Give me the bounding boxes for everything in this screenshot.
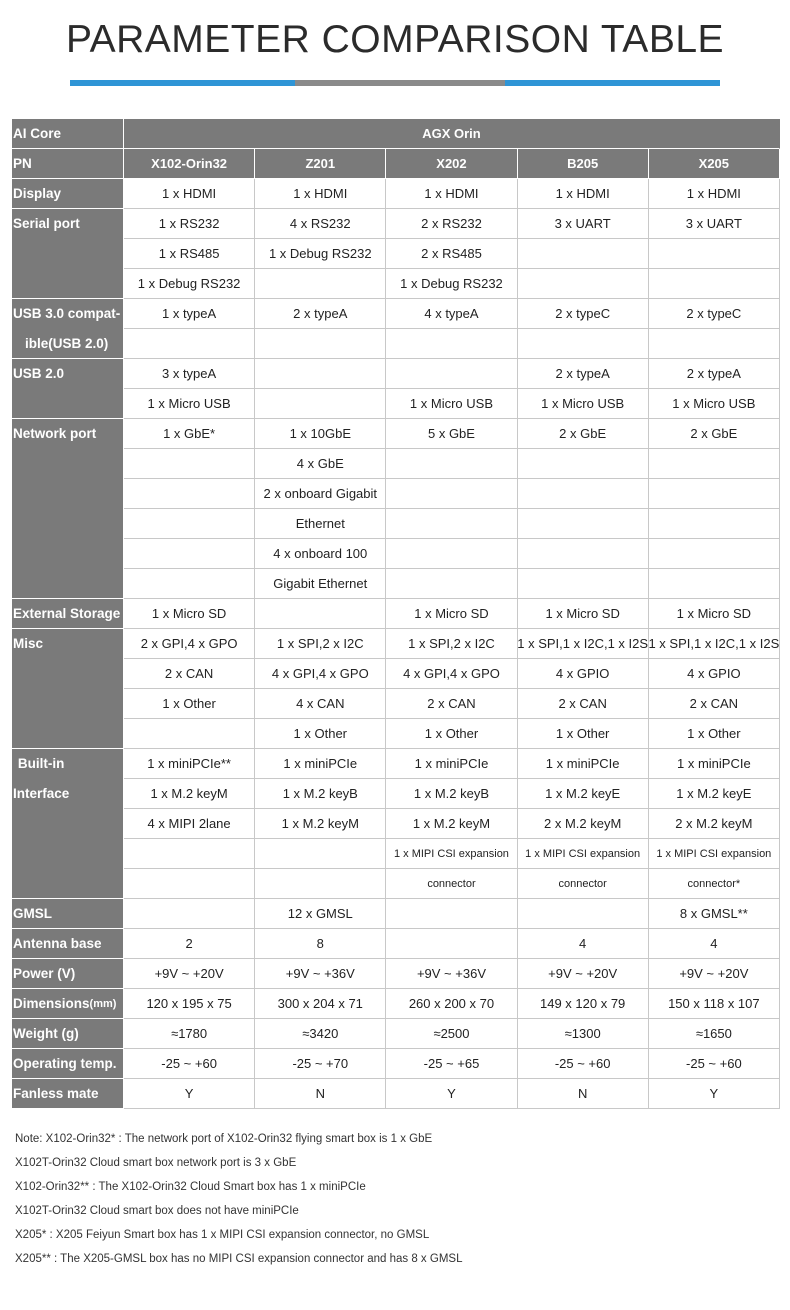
table-cell (386, 899, 517, 929)
table-cell: 2 x typeC (649, 299, 780, 329)
table-cell: 2 x CAN (386, 689, 517, 719)
table-cell: 2 x CAN (518, 689, 649, 719)
table-cell: 4 x typeA (386, 299, 517, 329)
table-cell (124, 539, 255, 569)
table-cell (386, 569, 517, 599)
table-cell (255, 839, 386, 869)
model-header: X102-Orin32 (124, 149, 255, 179)
table-cell (386, 929, 517, 959)
table-cell: 1 x typeA (124, 299, 255, 329)
table-cell: +9V ~ +36V (255, 959, 386, 989)
footnote-line: X205* : X205 Feiyun Smart box has 1 x MIPI CSI expansion connector, no GMSL (15, 1229, 430, 1241)
ai-core-value: AGX Orin (124, 119, 780, 149)
table-cell: 1 x M.2 keyM (386, 809, 517, 839)
title-underline-left (70, 80, 295, 86)
table-cell: -25 ~ +60 (124, 1049, 255, 1079)
table-cell: ≈2500 (386, 1019, 517, 1049)
table-cell: 1 x Other (649, 719, 780, 749)
table-cell: 1 x GbE* (124, 419, 255, 449)
table-cell: 4 x GPI,4 x GPO (386, 659, 517, 689)
table-cell (124, 719, 255, 749)
table-cell (518, 479, 649, 509)
table-cell: 2 x typeA (255, 299, 386, 329)
table-cell: 2 x GbE (649, 419, 780, 449)
page-title: PARAMETER COMPARISON TABLE (65, 18, 725, 61)
row-label: Operating temp. (12, 1049, 124, 1079)
model-header: Z201 (255, 149, 386, 179)
table-cell: 2 x GbE (518, 419, 649, 449)
table-cell (124, 569, 255, 599)
table-cell (518, 509, 649, 539)
table-cell (649, 569, 780, 599)
table-cell: ≈3420 (255, 1019, 386, 1049)
row-label: USB 2.0 (12, 359, 124, 419)
table-cell (124, 869, 255, 899)
table-cell: 1 x Debug RS232 (124, 269, 255, 299)
table-cell: 1 x M.2 keyE (518, 779, 649, 809)
table-cell: 4 x GPI,4 x GPO (255, 659, 386, 689)
row-label: Fanless mate (12, 1079, 124, 1109)
table-cell: 1 x miniPCIe (649, 749, 780, 779)
table-cell: 4 x CAN (255, 689, 386, 719)
table-cell: 2 x M.2 keyM (518, 809, 649, 839)
table-cell: 1 x miniPCIe (255, 749, 386, 779)
table-cell (255, 869, 386, 899)
row-label: Antenna base (12, 929, 124, 959)
table-cell: Y (124, 1079, 255, 1109)
table-cell (124, 449, 255, 479)
row-label-ai-core: AI Core (12, 119, 124, 149)
table-cell: +9V ~ +20V (518, 959, 649, 989)
table-cell: 1 x HDMI (255, 179, 386, 209)
table-cell: 3 x UART (518, 209, 649, 239)
table-cell (386, 509, 517, 539)
table-cell: 1 x Micro SD (518, 599, 649, 629)
row-label: Serial port (12, 209, 124, 299)
table-cell: Ethernet (255, 509, 386, 539)
table-cell: 2 x onboard Gigabit (255, 479, 386, 509)
table-cell: 4 x GPIO (518, 659, 649, 689)
table-cell: N (255, 1079, 386, 1109)
table-cell: 1 x M.2 keyM (255, 809, 386, 839)
table-cell: +9V ~ +36V (386, 959, 517, 989)
table-cell: 1 x miniPCIe (386, 749, 517, 779)
table-cell: connector (518, 869, 649, 899)
table-cell: 8 (255, 929, 386, 959)
table-cell: 1 x HDMI (518, 179, 649, 209)
table-cell: 149 x 120 x 79 (518, 989, 649, 1019)
table-cell: 1 x HDMI (386, 179, 517, 209)
table-cell: 1 x Micro USB (518, 389, 649, 419)
table-cell: Gigabit Ethernet (255, 569, 386, 599)
table-cell: 2 x CAN (124, 659, 255, 689)
table-cell: 1 x M.2 keyB (386, 779, 517, 809)
table-cell: 2 x M.2 keyM (649, 809, 780, 839)
row-label: Weight (g) (12, 1019, 124, 1049)
table-cell: +9V ~ +20V (124, 959, 255, 989)
footnote-line: X205** : The X205-GMSL box has no MIPI CSI expansion connector and has 8 x GMSL (15, 1253, 463, 1265)
row-label: External Storage (12, 599, 124, 629)
table-cell: 2 x typeA (649, 359, 780, 389)
row-label: Display (12, 179, 124, 209)
table-cell: Y (649, 1079, 780, 1109)
table-cell: ≈1780 (124, 1019, 255, 1049)
table-cell: Y (386, 1079, 517, 1109)
table-cell: 1 x M.2 keyB (255, 779, 386, 809)
table-cell: 1 x Micro SD (124, 599, 255, 629)
title-underline-middle (295, 80, 505, 86)
table-cell: 1 x miniPCIe (518, 749, 649, 779)
table-cell: 1 x SPI,2 x I2C (255, 629, 386, 659)
table-cell (518, 239, 649, 269)
table-cell (255, 269, 386, 299)
table-cell (255, 599, 386, 629)
table-cell: 1 x Micro SD (386, 599, 517, 629)
table-cell (386, 359, 517, 389)
table-cell: 12 x GMSL (255, 899, 386, 929)
table-cell (649, 449, 780, 479)
table-cell: 2 x typeA (518, 359, 649, 389)
table-cell (255, 359, 386, 389)
table-cell: 260 x 200 x 70 (386, 989, 517, 1019)
table-cell: 1 x HDMI (649, 179, 780, 209)
table-cell (386, 449, 517, 479)
table-cell (649, 269, 780, 299)
table-cell: 1 x SPI,1 x I2C,1 x I2S (649, 629, 780, 659)
row-label: Power (V) (12, 959, 124, 989)
table-cell (649, 539, 780, 569)
table-cell: 1 x RS485 (124, 239, 255, 269)
table-cell: 120 x 195 x 75 (124, 989, 255, 1019)
table-cell: 1 x MIPI CSI expansion (386, 839, 517, 869)
table-cell: 1 x SPI,1 x I2C,1 x I2S (518, 629, 649, 659)
footnote-line: X102T-Orin32 Cloud smart box network port is 3 x GbE (15, 1157, 297, 1169)
table-cell: 1 x Debug RS232 (255, 239, 386, 269)
table-cell: 1 x Micro USB (649, 389, 780, 419)
table-cell: 8 x GMSL** (649, 899, 780, 929)
table-cell (649, 479, 780, 509)
model-header: X202 (386, 149, 517, 179)
table-cell (518, 269, 649, 299)
row-label: GMSL (12, 899, 124, 929)
row-label: Misc (12, 629, 124, 749)
table-cell: N (518, 1079, 649, 1109)
table-cell (124, 479, 255, 509)
row-label: Built-in Interface (12, 749, 124, 899)
table-cell: +9V ~ +20V (649, 959, 780, 989)
model-header: X205 (649, 149, 780, 179)
table-cell: -25 ~ +70 (255, 1049, 386, 1079)
footnote-line: X102T-Orin32 Cloud smart box does not have miniPCIe (15, 1205, 299, 1217)
row-label-pn: PN (12, 149, 124, 179)
table-cell (386, 539, 517, 569)
table-cell: ≈1650 (649, 1019, 780, 1049)
table-cell: 2 x RS232 (386, 209, 517, 239)
table-cell: 1 x RS232 (124, 209, 255, 239)
title-underline-right (505, 80, 720, 86)
table-cell: 300 x 204 x 71 (255, 989, 386, 1019)
table-cell (518, 539, 649, 569)
table-cell: 1 x M.2 keyM (124, 779, 255, 809)
table-cell (518, 329, 649, 359)
row-label: Dimensions (mm) (12, 989, 124, 1019)
table-cell: 150 x 118 x 107 (649, 989, 780, 1019)
table-cell (386, 479, 517, 509)
table-cell (124, 839, 255, 869)
table-cell (255, 329, 386, 359)
table-cell: 2 (124, 929, 255, 959)
table-cell: 4 x RS232 (255, 209, 386, 239)
table-cell: -25 ~ +60 (518, 1049, 649, 1079)
table-cell: 1 x SPI,2 x I2C (386, 629, 517, 659)
table-cell (649, 239, 780, 269)
table-cell: 1 x Other (255, 719, 386, 749)
table-cell: ≈1300 (518, 1019, 649, 1049)
table-cell: 2 x RS485 (386, 239, 517, 269)
table-cell: -25 ~ +60 (649, 1049, 780, 1079)
table-cell: 1 x Micro SD (649, 599, 780, 629)
table-cell (518, 569, 649, 599)
footnote-line: Note: X102-Orin32* : The network port of X102-Orin32 flying smart box is 1 x GbE (15, 1133, 433, 1145)
table-cell: 4 x GPIO (649, 659, 780, 689)
table-cell (124, 899, 255, 929)
table-cell: 2 x GPI,4 x GPO (124, 629, 255, 659)
table-cell: 1 x MIPI CSI expansion (649, 839, 780, 869)
table-cell: 1 x MIPI CSI expansion (518, 839, 649, 869)
table-cell: 3 x typeA (124, 359, 255, 389)
table-cell: -25 ~ +65 (386, 1049, 517, 1079)
row-label: USB 3.0 compat- ible(USB 2.0) (12, 299, 124, 359)
table-cell (649, 509, 780, 539)
table-cell: 4 x MIPI 2lane (124, 809, 255, 839)
table-cell: 1 x Micro USB (124, 389, 255, 419)
table-cell: 1 x 10GbE (255, 419, 386, 449)
footnotes (15, 1127, 775, 1271)
table-cell (518, 449, 649, 479)
table-cell (255, 389, 386, 419)
comparison-table (12, 119, 780, 1109)
table-cell: 1 x Other (386, 719, 517, 749)
table-cell (649, 329, 780, 359)
table-cell (386, 329, 517, 359)
table-cell: 1 x Debug RS232 (386, 269, 517, 299)
table-cell: 4 x onboard 100 (255, 539, 386, 569)
table-cell: 1 x M.2 keyE (649, 779, 780, 809)
table-cell: 5 x GbE (386, 419, 517, 449)
table-cell: 4 (649, 929, 780, 959)
table-cell (518, 899, 649, 929)
table-cell: 2 x CAN (649, 689, 780, 719)
table-cell (124, 509, 255, 539)
model-header: B205 (518, 149, 649, 179)
table-cell: 1 x Other (124, 689, 255, 719)
table-cell: 1 x HDMI (124, 179, 255, 209)
table-cell: 4 (518, 929, 649, 959)
table-cell: 4 x GbE (255, 449, 386, 479)
table-cell: 1 x Micro USB (386, 389, 517, 419)
table-cell (124, 329, 255, 359)
row-label: Network port (12, 419, 124, 599)
table-cell: connector* (649, 869, 780, 899)
table-cell: 1 x Other (518, 719, 649, 749)
footnote-line: X102-Orin32** : The X102-Orin32 Cloud Smart box has 1 x miniPCIe (15, 1181, 366, 1193)
table-cell: 1 x miniPCIe** (124, 749, 255, 779)
table-cell: connector (386, 869, 517, 899)
table-cell: 3 x UART (649, 209, 780, 239)
table-cell: 2 x typeC (518, 299, 649, 329)
